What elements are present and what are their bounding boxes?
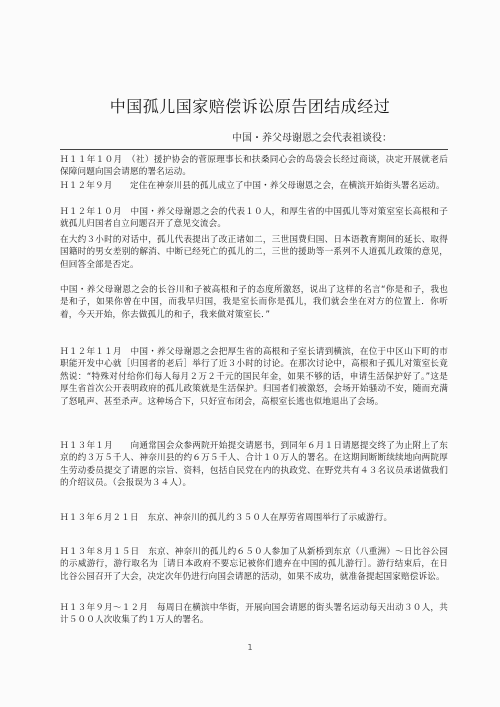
paragraph-h11-10: Ｈ１１年１０月 （社）援护协会的菅原理事长和扶桑同心会的岛袋会长经过商谈，决定开展就老后保障问题向国会请愿的署名运动。 (60, 155, 448, 178)
page-number: 1 (247, 643, 253, 652)
paragraph-h12-11: Ｈ１２年１１月 中国・养父母谢恩之会把厚生省的高根和子室长请到横滨，在位于中区山下町的市职能开发中心就［归国者的老后］举行了近３小时的讨论。在那次讨论中，高根和子孤儿对策室长竟然说：“特殊对付给你们每人每月２万２千元的国民年金，如果不够的话，申请生活保护好了。”这是厚生省首次公开表明政府的孤儿政策就是生活保护。归国者们被激怒，会场开始骚动不安，随而充满了怒吼声、甚至杀声。这种场合下，只好宣布闭会，高根室长逃也似地退出了会场。 (60, 347, 448, 407)
paragraph-h13-01: Ｈ１３年１月 向通常国会众参两院开始提交请愿书，到同年６月１日请愿提交终了为止附上了东京的约３万５千人、神奈川县的约６万５千人、合计１０万人的署名。在这期间断断续续地向两院厚生劳动委员提交了请愿的宗旨、资料，包括自民党在内的执政党、在野党共有４３名议员承诺做我们的介绍议员。（会报误为３４人）。 (60, 441, 448, 489)
paragraph-h12-10: Ｈ１２年１０月 中国・养父母谢恩之会的代表１０人，和厚生省的中国孤儿等对策室室长高根和子就孤儿归国者自立问题召开了意见交流会。 (60, 207, 448, 230)
paragraph-h13-09-12: Ｈ１３年９月～１２月 每周日在横滨中华街，开展向国会请愿的街头署名运动每天出动３０人，共计５００人次收集了约１万人的署名。 (60, 603, 448, 626)
paragraph-h13-06-21: Ｈ１３年６月２１日 东京、神奈川的孤儿约３５０人在厚劳省周围举行了示威游行。 (60, 513, 393, 523)
paragraph-h13-08-15: Ｈ１３年８月１５日 东京、神奈川的孤儿约６５０人参加了从新桥到东京（八重洲）～日比谷公园的示威游行，游行取名为［请日本政府不要忘记被你们遗弃在中国的孤儿游行］。游行结束后，在日比谷公园召开了大会，决定次年仍进行向国会请愿的活动，如果不成功，就准备提起国家赔偿诉讼。 (60, 547, 448, 582)
paragraph-quote: 中国・养父母谢恩之会的长谷川和子被高根和子的态度所激怒，说出了这样的名言“你是和子，我也是和子，如果你曾在中国，而我早归国，我是室长而你是孤儿，我们就会坐在对方的位置上．你听着，今天开始，你去做孤儿的和子，我来做对策室长．” (60, 285, 448, 320)
document-title: 中国孤儿国家赔偿诉讼原告团结成经过 (109, 97, 391, 116)
paragraph-dialogue: 在大约３小时的对话中，孤儿代表提出了改正诸如二，三世国费归国、日本语教育期间的延长、取得国籍时的男女差别的解消、中断已经死亡的孤儿的二，三世的援助等一系列不人道孤儿政策的意见，但回答全部是否定。 (60, 235, 448, 270)
paragraph-h12-09: Ｈ１２年９月 定住在神奈川县的孤儿成立了中国・养父母谢恩之会，在横滨开始街头署名运动。 (60, 181, 445, 191)
title-rule (60, 149, 448, 150)
document-byline: 中国・养父母谢恩之会代表祖谈役： (232, 133, 392, 144)
